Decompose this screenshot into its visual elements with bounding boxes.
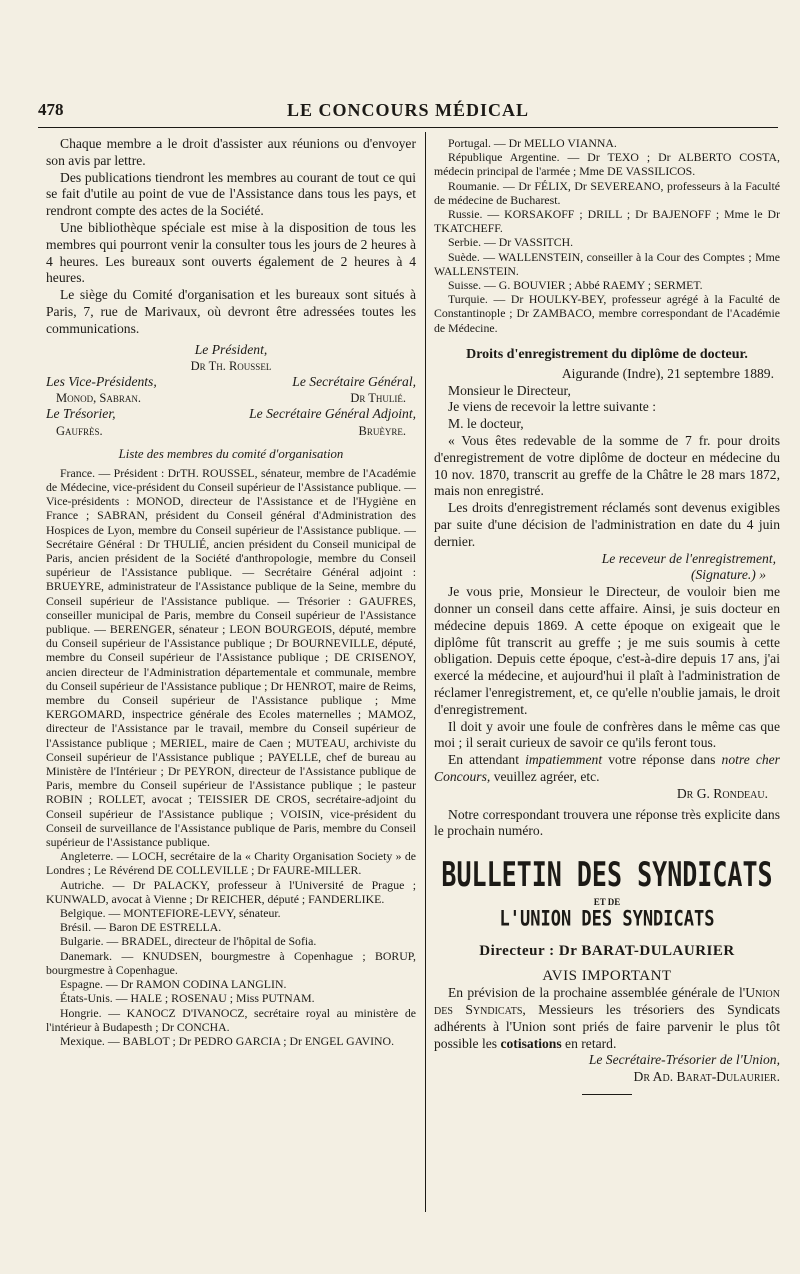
text-run: En prévision de la prochaine assemblée générale de l' (448, 985, 746, 1001)
country-entry-serbie: Serbie. — Dr VASSITCH. (448, 235, 574, 250)
country-entry-portugal: Portugal. — Dr MELLO VIANNA. (448, 136, 617, 150)
closing-rule (582, 1094, 632, 1095)
page-header (38, 100, 778, 126)
country-entry-etats-unis: États-Unis. — HALE ; ROSENAU ; Miss PUTNAM. (60, 991, 315, 1006)
country-entry-hongrie: Hongrie. — KANOCZ D'IVANOCZ, secrétaire royal au ministère de l'intérieur à Budapesth ; Dr CONCHA. (46, 1005, 416, 1034)
paragraph: Des publications tiendront les membres au courant de tout ce qui se fait d'utile au point de vue de l'Assistance dans tous les pays, et rendront compte des actes de la Société. (46, 169, 416, 219)
text-run: votre réponse dans (608, 752, 716, 768)
dateline: Aigurande (Indre), 21 septembre 1889. (561, 365, 774, 381)
receveur: Le receveur de l'enregistrement, (601, 550, 776, 566)
bulletin-union: L'UNION DES SYNDICATS (499, 906, 715, 932)
country-entry-belgique: Belgique. — MONTEFIORE-LEVY, sénateur. (60, 906, 281, 921)
vice-presidents-title: Les Vice-Présidents, (46, 373, 157, 389)
text-run: , Messieurs les trésoriers des Syndicats adhérents à l'Union sont priés de faire parvenir le plus tôt possible les (434, 1001, 780, 1051)
text-run: cotisations (500, 1035, 562, 1051)
secretary-general-title: Le Secrétaire Général, (292, 373, 416, 389)
quoted-letter: Les droits d'enregistrement réclamés sont devenus exigibles par suite d'une décision de l'administration en date du 4 juin dernier. (434, 500, 780, 549)
assistant-secretary-title: Le Secrétaire Général Adjoint, (249, 406, 416, 422)
paragraph: M. le docteur, (448, 416, 524, 432)
members-list-title: Liste des membres du comité d'organisation (118, 446, 344, 461)
treasurer-name: Gaufrès. (56, 423, 103, 438)
salutation: Monsieur le Directeur, (448, 382, 571, 398)
treasurer-title: Le Trésorier, (46, 406, 116, 422)
assistant-secretary-name: Bruèyre. (358, 423, 406, 438)
country-entry-roumanie: Roumanie. — Dr FÉLIX, Dr SEVEREANO, professeurs à la Faculté de médecine de Bucharest. (434, 178, 780, 207)
country-entry-suisse: Suisse. — G. BOUVIER ; Abbé RAEMY ; SERMET. (448, 278, 703, 293)
paragraph: Notre correspondant trouvera une réponse très explicite dans le prochain numéro. (434, 806, 780, 839)
bulletin-et: ET DE (593, 897, 621, 908)
paragraph: Il doit y avoir une foule de confrères dans le même cas que moi ; il serait curieux de savoir ce qu'ils feront tous. (434, 718, 780, 751)
paragraph-attendant (434, 752, 780, 786)
text-run: en retard. (561, 1035, 617, 1051)
country-entry-espagne: Espagne. — Dr RAMON CODINA LANGLIN. (60, 977, 287, 992)
text-run: notre cher Concours, (434, 752, 780, 784)
president-title: Le Président, (194, 341, 268, 357)
page-number: 478 (38, 100, 64, 119)
secretary-general-name: Dr Thulié. (350, 391, 406, 406)
right-column (434, 136, 780, 1206)
signatory-rondeau: Dr G. Rondeau. (676, 785, 768, 801)
country-entry-angleterre: Angleterre. — LOCH, secrétaire de la « Charity Organisation Society » de Londres ; Le Révérend DE COLLEVILLE ; Dr FAURE-MILLER. (46, 849, 416, 878)
paragraph: Une bibliothèque spéciale est mise à la disposition de tous les membres qui pourront venir la consulter tous les jours de 2 heures à 4 heures. Les bureaux sont ouverts également de 2 heures à 4 heures. (46, 219, 416, 286)
paragraph: Je viens de recevoir la lettre suivante : (448, 399, 656, 415)
country-entry-russie: Russie. — KORSAKOFF ; DRILL ; Dr BAJENOFF ; Mme le Dr TKATCHEFF. (434, 207, 780, 236)
avis-important-title: AVIS IMPORTANT (542, 968, 672, 985)
country-entry-suede: Suède. — WALLENSTEIN, conseiller à la Cour des Comptes ; Mme WALLENSTEIN. (434, 249, 780, 278)
bulletin-title: BULLETIN DES SYNDICATS (441, 855, 773, 895)
country-entry-autriche: Autriche. — Dr PALACKY, professeur à l'Université de Prague ; KUNWALD, avocat à Vienne ; Dr REICHER, député ; FANDERLIKE. (46, 877, 416, 906)
vice-presidents-names: Monod, Sabran. (56, 391, 141, 406)
paragraph: Chaque membre a le droit d'assister aux réunions ou d'envoyer son avis par lettre. (46, 136, 416, 168)
country-entry-danemark: Danemark. — KNUDSEN, bourgmestre à Copenhague ; BORUP, bourgmestre à Copenhague. (46, 948, 416, 977)
signature-note: (Signature.) » (690, 567, 766, 583)
president-name: Dr Th. Roussel (190, 358, 272, 373)
secretaire-tresorier: Le Secrétaire-Trésorier de l'Union, (588, 1052, 780, 1068)
avis-paragraph (434, 985, 780, 1052)
bulletin-directeur: Directeur : Dr BARAT-DULAURIER (479, 943, 735, 960)
quoted-letter: « Vous êtes redevable de la somme de 7 fr. pour droits d'enregistrement de votre diplôme de docteur en médecine du 10 nov. 1870, transcrit au greffe de la Châtre le 28 mars 1872, mais non enregistré. (434, 433, 780, 499)
country-entry-france: France. — Président : DrTH. ROUSSEL, sénateur, membre de l'Académie de Médecine, vice-président du Conseil supérieur de l'Assistance publique. — Vice-présidents : MONOD, directeur de l'Assistance et de l'Hygiène en France ; SABRAN, président du Conseil général d'Administration des Hospices de Lyon, membre du Conseil supérieur de l'Assistance publique. — Secrétaire Général : Dr THULIÉ, ancien président du Conseil municipal de Paris, ancien président de la Société d'anthropologie, membre du Conseil supérieur de l'Assistance publique. — Secrétaire Général adjoint : BRUEYRE, administrateur de l'Assistance publique de la Seine, membre du Conseil supérieur de l'Assistance publique. — Trésorier : GAUFRES, conseiller municipal de Paris, membre du Conseil supérieur de l'Assistance publique. — BERENGER, sénateur ; LEON BOURGEOIS, député, membre du Conseil supérieur de l'Assistance publique ; Dr BOURNEVILLE, député, membre du Conseil supérieur de l'Assistance publique ; DE CRISENOY, ancien directeur de l'Administration départementale et communale, membre du Conseil supérieur de l'Assistance publique ; Dr HENROT, maire de Reims, membre du Conseil supérieur de l'Assistance publique ; Mme KERGOMARD, inspectrice générale des Ecoles maternelles ; MAMOZ, directeur de l'Assistance par le travail, membre du Conseil supérieur de l'Assistance publique ; MERIEL, maire de Caen ; MUTEAU, archiviste du Conseil supérieur de l'Assistance publique ; PAYELLE, chef de bureau au Ministère de l'Intérieur ; Dr PEYRON, directeur de l'Assistance publique de Paris, membre du Conseil supérieur de l'Assistance publique ; le pasteur ROBIN ; ROLLET, avocat ; TEISSIER DE CROS, secrétaire-adjoint du Conseil supérieur de l'Assistance publique ; VOISIN, vice-président du Conseil de surveillance de l'Assistance publique de Paris, membre du Conseil supérieur de l'Assistance publique. (46, 465, 416, 850)
text-run: veuillez agréer, etc. (493, 768, 600, 784)
paragraph: Le siège du Comité d'organisation et les bureaux sont situés à Paris, 7, rue de Marivaux, où devront être adressées toutes les communications. (46, 287, 416, 336)
column-divider (425, 132, 426, 1212)
section-title-droits: Droits d'enregistrement du diplôme de docteur. (466, 346, 748, 362)
signatories (46, 342, 416, 439)
left-column (46, 136, 416, 1206)
text-run: Union des Syndicats (434, 985, 780, 1017)
text-run: impatiemment (525, 752, 603, 768)
country-entry-argentine: République Argentine. — Dr TEXO ; Dr ALBERTO COSTA, médecin principal de l'armée ; Mme DE VASSILICOS. (434, 150, 780, 179)
text-run: En attendant (448, 752, 519, 768)
running-title: LE CONCOURS MÉDICAL (286, 100, 530, 120)
signatory-barat-dulaurier: Dr Ad. Barat-Dulaurier. (633, 1069, 780, 1085)
paragraph: Je vous prie, Monsieur le Directeur, de vouloir bien me donner un conseil dans cette affaire. Ainsi, je suis docteur en médecine depuis 1869. A cette époque on exigeait que le diplôme fût transcrit au greffe ; je me suis soumis à cette obligation. Depuis cette époque, c'est-à-dire depuis 17 ans, j'ai exercé la médecine, et aujourd'hui il plaît à l'administration de réclamer l'enregistrement, et, ce qu'elle n'oublie jamais, le droit d'enregistrement. (434, 584, 780, 717)
country-entry-turquie: Turquie. — Dr HOULKY-BEY, professeur agrégé à la Faculté de Constantinople ; Dr ZAMBACO, membre correspondant de l'Académie de Médecine. (434, 292, 780, 335)
country-entry-mexique: Mexique. — BABLOT ; Dr PEDRO GARCIA ; Dr ENGEL GAVINO. (60, 1033, 395, 1048)
header-rule (38, 127, 778, 128)
country-entry-bresil: Brésil. — Baron DE ESTRELLA. (60, 920, 222, 935)
country-entry-bulgarie: Bulgarie. — BRADEL, directeur de l'hôpital de Sofia. (60, 934, 317, 949)
